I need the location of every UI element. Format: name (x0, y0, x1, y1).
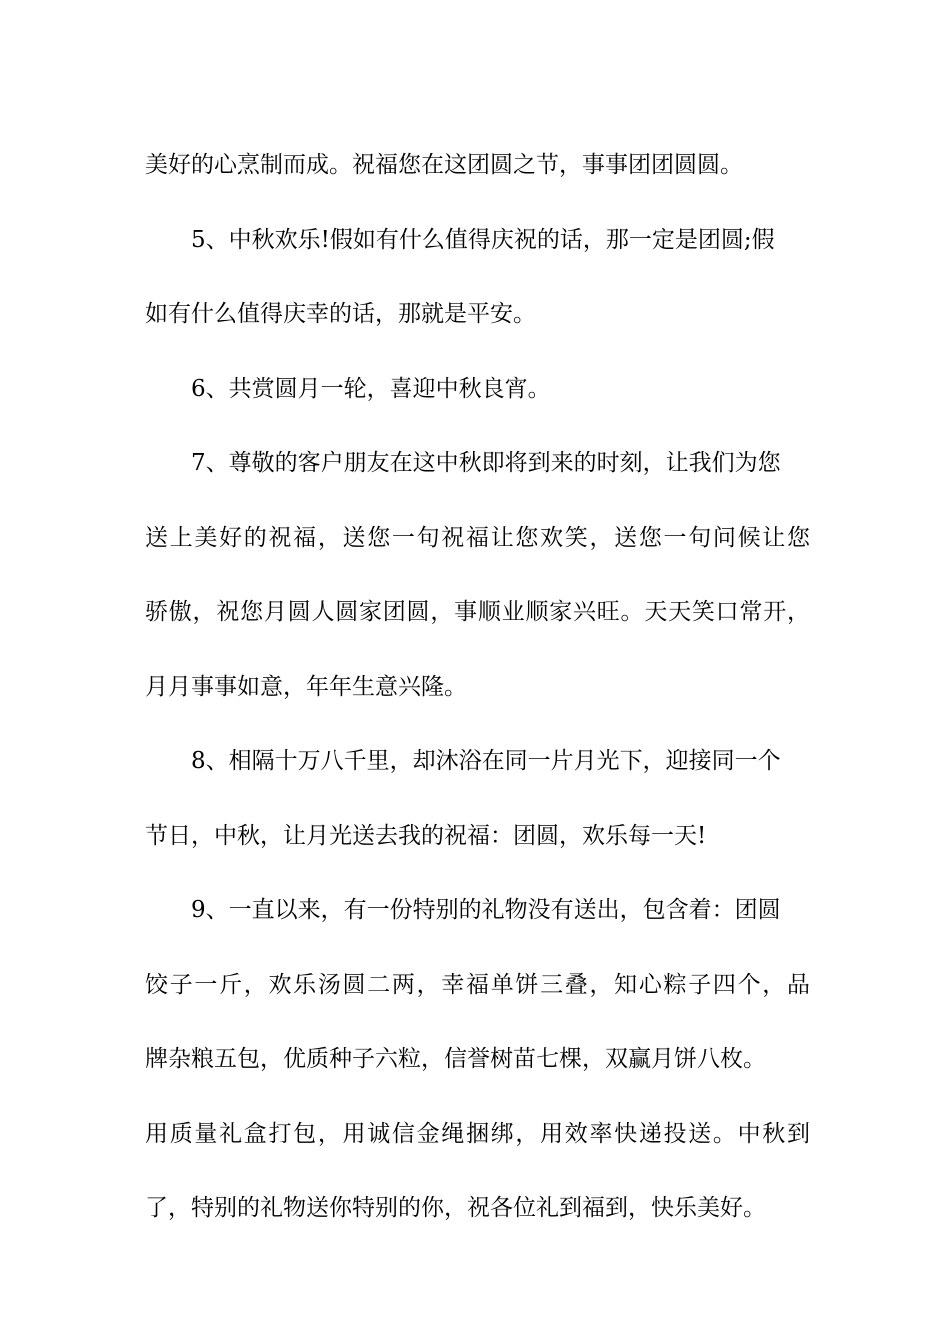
text-line: 月月事事如意，年年生意兴隆。 (145, 673, 467, 700)
text-line: 节日，中秋，让月光送去我的祝福：团圆，欢乐每一天! (145, 822, 707, 849)
text-line: 8、相隔十万八千里，却沐浴在同一片月光下，迎接同一个 (191, 748, 781, 774)
text-line: 9、一直以来，有一份特别的礼物没有送出，包含着：团圆 (191, 897, 781, 923)
text-line: 了，特别的礼物送你特别的你，祝各位礼到福到，快乐美好。 (145, 1195, 766, 1221)
text-line: 骄傲，祝您月圆人圆家团圆，事顺业顺家兴旺。天天笑口常开， (145, 599, 810, 625)
text-line: 用质量礼盒打包，用诚信金绳捆绑，用效率快递投送。中秋到 (145, 1120, 810, 1147)
text-line: 如有什么值得庆幸的话，那就是平安。 (145, 301, 536, 327)
document-body (145, 128, 810, 1246)
text-line: 5、中秋欢乐!假如有什么值得庆祝的话，那一定是团圆;假 (191, 226, 775, 253)
text-line: 饺子一斤，欢乐汤圆二两，幸福单饼三叠，知心粽子四个，品 (145, 971, 810, 998)
text-line: 牌杂粮五包，优质种子六粒，信誉树苗七棵，双赢月饼八枚。 (145, 1046, 766, 1072)
text-line: 6、共赏圆月一轮，喜迎中秋良宵。 (191, 375, 551, 402)
text-line: 7、尊敬的客户朋友在这中秋即将到来的时刻，让我们为您 (191, 450, 781, 476)
text-line: 送上美好的祝福，送您一句祝福让您欢笑，送您一句问候让您 (145, 524, 810, 551)
text-line: 美好的心烹制而成。祝福您在这团圆之节，事事团团圆圆。 (145, 152, 743, 178)
